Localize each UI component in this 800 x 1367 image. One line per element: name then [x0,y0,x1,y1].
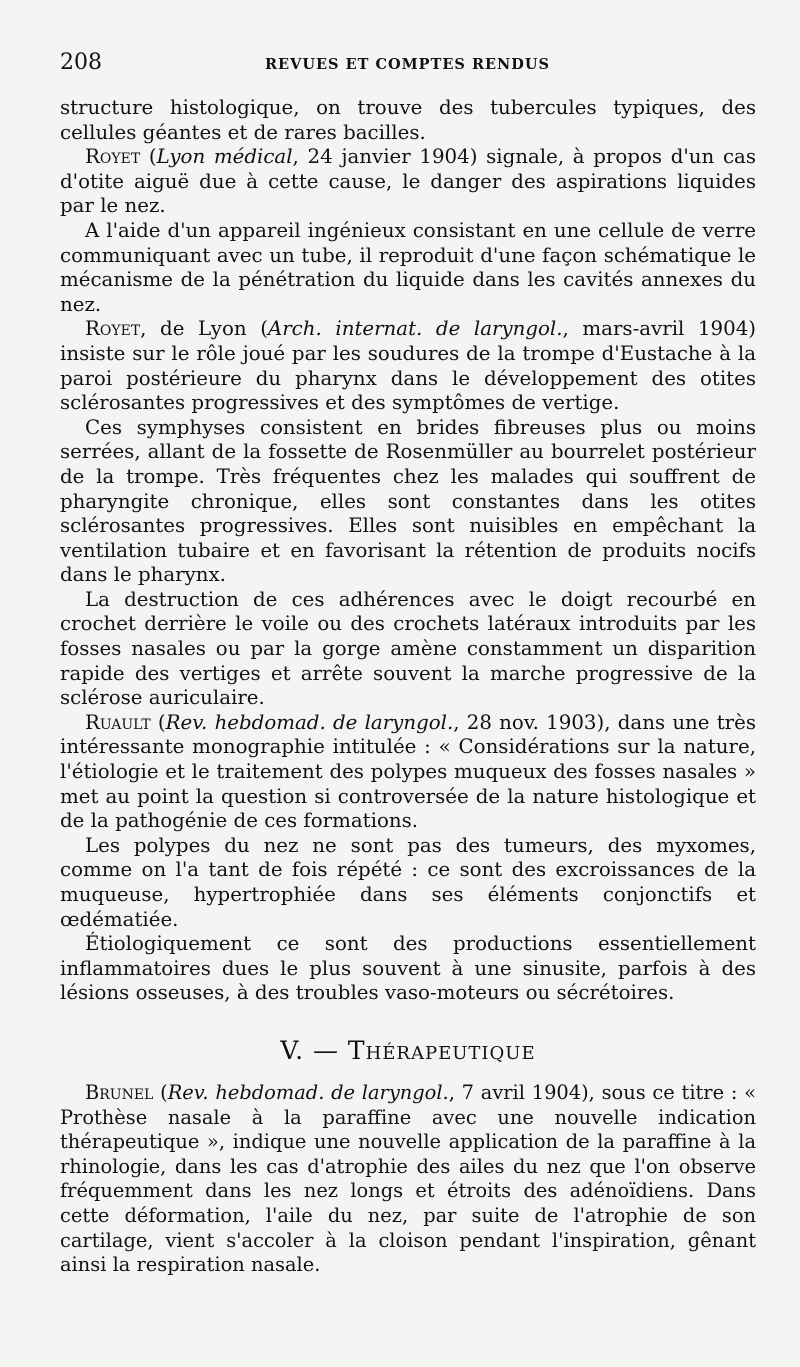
paragraph-ruault [60,711,756,834]
paragraph-text: , 28 nov. 1903), dans une très intéressante monographie intitulée : « Considérations sur la nature, l'étiologie et le traitement des polypes muqueux des fosses nasales » met au point la question si controversée de la nature histologique et de la pathogénie de ces formations. [60,710,756,833]
section-heading: V. — Thérapeutique [280,1035,536,1065]
source-open: ( [140,145,157,169]
paragraph-royet-arch [60,317,756,415]
journal-title: Arch. internat. de laryngol. [267,317,563,341]
source-open: , de Lyon ( [140,317,268,341]
paragraph-brunel [60,1081,756,1278]
source-open: ( [150,710,166,734]
journal-title: Rev. hebdomad. de laryngol. [167,1080,449,1104]
paragraph-destruction: La destruction de ces adhérences avec le doigt recourbé en crochet derrière le voile ou des crochets latéraux introduits par les fosses nasales ou par la gorge amène constamment un disparition rapide des vertiges et arrête souvent la marche progressive de la sclérose auriculaire. [60,587,756,710]
source-open: ( [153,1080,168,1104]
journal-title: Rev. hebdomad. de laryngol. [165,710,454,734]
paragraph-polypes: Les polypes du nez ne sont pas des tumeurs, des myxomes, comme on l'a tant de fois répété : ce sont des excroissances de la muqueuse, hypertrophiée dans ses éléments conjonctifs et œdématiée. [60,833,756,931]
page-body [60,96,756,1278]
page-number: 208 [60,50,102,75]
page-header [60,50,755,80]
running-title: REVUES ET COMPTES RENDUS [265,56,550,73]
paragraph-royet-lyon-medical [60,145,756,219]
paragraph-etiologie: Étiologiquement ce sont des productions essentiellement inflammatoires dues le plus souvent à une sinusite, parfois à des lésions osseuses, à des troubles vaso-moteurs ou sécrétoires. [60,932,756,1005]
author-name: Brunel [85,1080,154,1104]
author-name: Royet [85,145,141,169]
paragraph-text: , 24 janvier 1904) signale, à propos d'un cas d'otite aiguë due à cette cause, le danger des aspirations liquides par le nez. [60,145,756,218]
paragraph-text: , 7 avril 1904), sous ce titre : « Prothèse nasale à la paraffine avec une nouvelle indication thérapeutique », indique une nouvelle application de la paraffine à la rhinologie, dans les cas d'atrophie des ailes du nez que l'on observe fréquemment dans les nez longs et étroits des adénoïdiens. Dans cette déformation, l'aile du nez, par suite de l'atrophie de son cartilage, vient s'accoler à la cloison pendant l'inspiration, gênant ainsi la respiration nasale. [60,1080,756,1277]
paragraph-appareil: A l'aide d'un appareil ingénieux consistant en une cellule de verre communiquant avec un tube, il reproduit d'une façon schématique le mécanisme de la pénétration du liquide dans les cavités annexes du nez. [60,218,756,316]
paragraph-continuation: structure histologique, on trouve des tubercules typiques, des cellules géantes et de rares bacilles. [60,96,756,144]
author-name: Ruault [85,710,151,734]
paragraph-symphyses: Ces symphyses consistent en brides fibreuses plus ou moins serrées, allant de la fossette de Rosenmüller au bourrelet postérieur de la trompe. Très fréquentes chez les malades qui souffrent de pharyngite chronique, elles sont constantes dans les otites sclérosantes progressives. Elles sont nuisibles en empêchant la ventilation tubaire et en favorisant la rétention de produits nocifs dans le pharynx. [60,415,756,587]
journal-title: Lyon médical [156,145,293,169]
paragraph-text: , mars-avril 1904) insiste sur le rôle joué par les soudures de la trompe d'Eustache à la paroi postérieure du pharynx dans le développement des otites sclérosantes progressives et des symptômes de vertige. [60,317,756,415]
author-name: Royet [85,317,141,341]
